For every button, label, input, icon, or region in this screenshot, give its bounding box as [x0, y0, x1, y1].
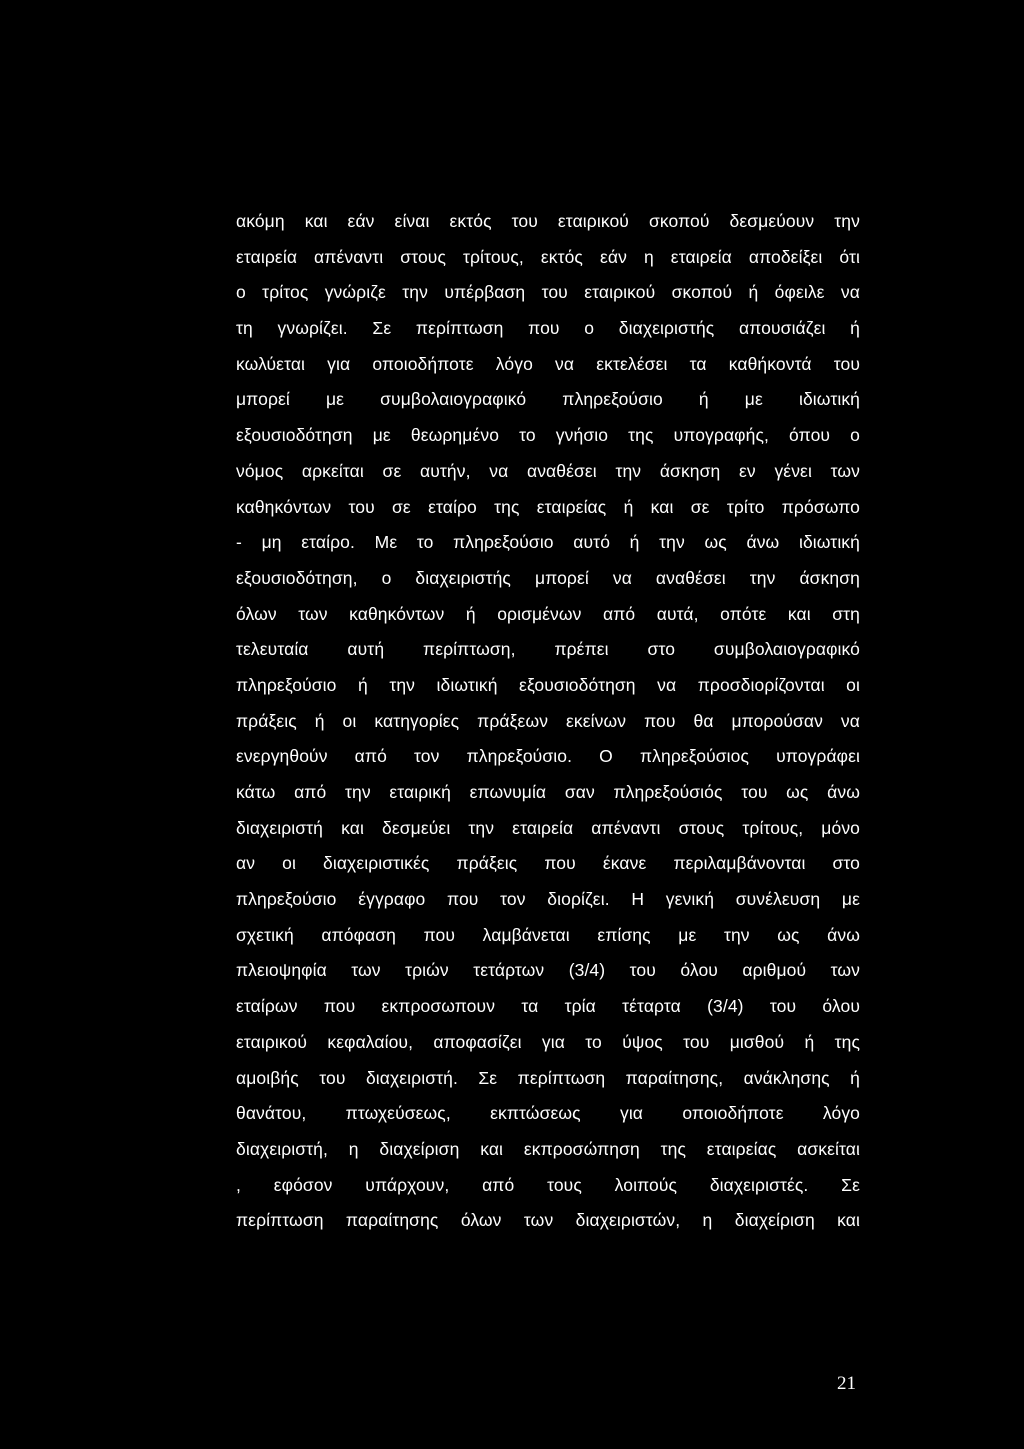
text-line: σχετική απόφαση που λαμβάνεται επίσης με την ως άνω: [236, 924, 860, 945]
text-line: εταιρεία απέναντι στους τρίτους, εκτός εάν η εταιρεία αποδείξει ότι: [236, 246, 860, 267]
text-line: πληρεξούσιο ή την ιδιωτική εξουσιοδότηση να προσδιορίζονται οι: [236, 674, 860, 695]
text-line: νόμος αρκείται σε αυτήν, να αναθέσει την άσκηση εν γένει των: [236, 460, 860, 481]
text-line: εταίρων που εκπροσωπουν τα τρία τέταρτα (3/4) του όλου: [236, 996, 860, 1017]
text-line: αμοιβής του διαχειριστή. Σε περίπτωση παραίτησης, ανάκλησης ή: [236, 1067, 860, 1088]
text-line: ενεργηθούν από τον πληρεξούσιο. Ο πληρεξούσιος υπογράφει: [236, 746, 860, 767]
text-line: κωλύεται για οποιοδήποτε λόγο να εκτελέσει τα καθήκοντά του: [236, 353, 860, 374]
text-line: μπορεί με συμβολαιογραφικό πληρεξούσιο ή με ιδιωτική: [236, 389, 860, 410]
text-line: πράξεις ή οι κατηγορίες πράξεων εκείνων που θα μπορούσαν να: [236, 710, 860, 731]
text-line: πληρεξούσιο έγγραφο που τον διορίζει. Η γενική συνέλευση με: [236, 889, 860, 910]
text-line: , εφόσον υπάρχουν, από τους λοιπούς διαχειριστές. Σε: [236, 1174, 860, 1195]
text-line: περίπτωση παραίτησης όλων των διαχειριστών, η διαχείριση και: [236, 1210, 860, 1231]
text-line: τελευταία αυτή περίπτωση, πρέπει στο συμβολαιογραφικό: [236, 639, 860, 660]
text-line: - μη εταίρο. Με το πληρεξούσιο αυτό ή την ως άνω ιδιωτική: [236, 532, 860, 553]
page-number: 21: [837, 1373, 856, 1394]
text-line: ο τρίτος γνώριζε την υπέρβαση του εταιρικού σκοπού ή όφειλε να: [236, 282, 860, 303]
text-line: διαχειριστή, η διαχείριση και εκπροσώπηση της εταιρείας ασκείται: [236, 1138, 860, 1159]
text-line: θανάτου, πτωχεύσεως, εκπτώσεως για οποιοδήποτε λόγο: [236, 1103, 860, 1124]
text-line: εξουσιοδότηση, ο διαχειριστής μπορεί να αναθέσει την άσκηση: [236, 567, 860, 588]
text-line: εταιρικού κεφαλαίου, αποφασίζει για το ύψος του μισθού ή της: [236, 1031, 860, 1052]
text-line: κάτω από την εταιρική επωνυμία σαν πληρεξούσιός του ως άνω: [236, 782, 860, 802]
text-line: αν οι διαχειριστικές πράξεις που έκανε περιλαμβάνονται στο: [236, 853, 860, 874]
text-line: διαχειριστή και δεσμεύει την εταιρεία απέναντι στους τρίτους, μόνο: [236, 817, 860, 838]
text-line: ακόμη και εάν είναι εκτός του εταιρικού σκοπού δεσμεύουν την: [236, 211, 860, 231]
text-line: όλων των καθηκόντων ή ορισμένων από αυτά, οπότε και στη: [236, 603, 860, 624]
body-paragraph: [236, 204, 860, 1239]
text-line: εξουσιοδότηση με θεωρημένο το γνήσιο της υπογραφής, όπου ο: [236, 425, 860, 446]
text-line: τη γνωρίζει. Σε περίπτωση που ο διαχειριστής απουσιάζει ή: [236, 318, 860, 339]
text-line: καθηκόντων του σε εταίρο της εταιρείας ή και σε τρίτο πρόσωπο: [236, 496, 860, 517]
text-line: πλειοψηφία των τριών τετάρτων (3/4) του όλου αριθμού των: [236, 960, 860, 981]
